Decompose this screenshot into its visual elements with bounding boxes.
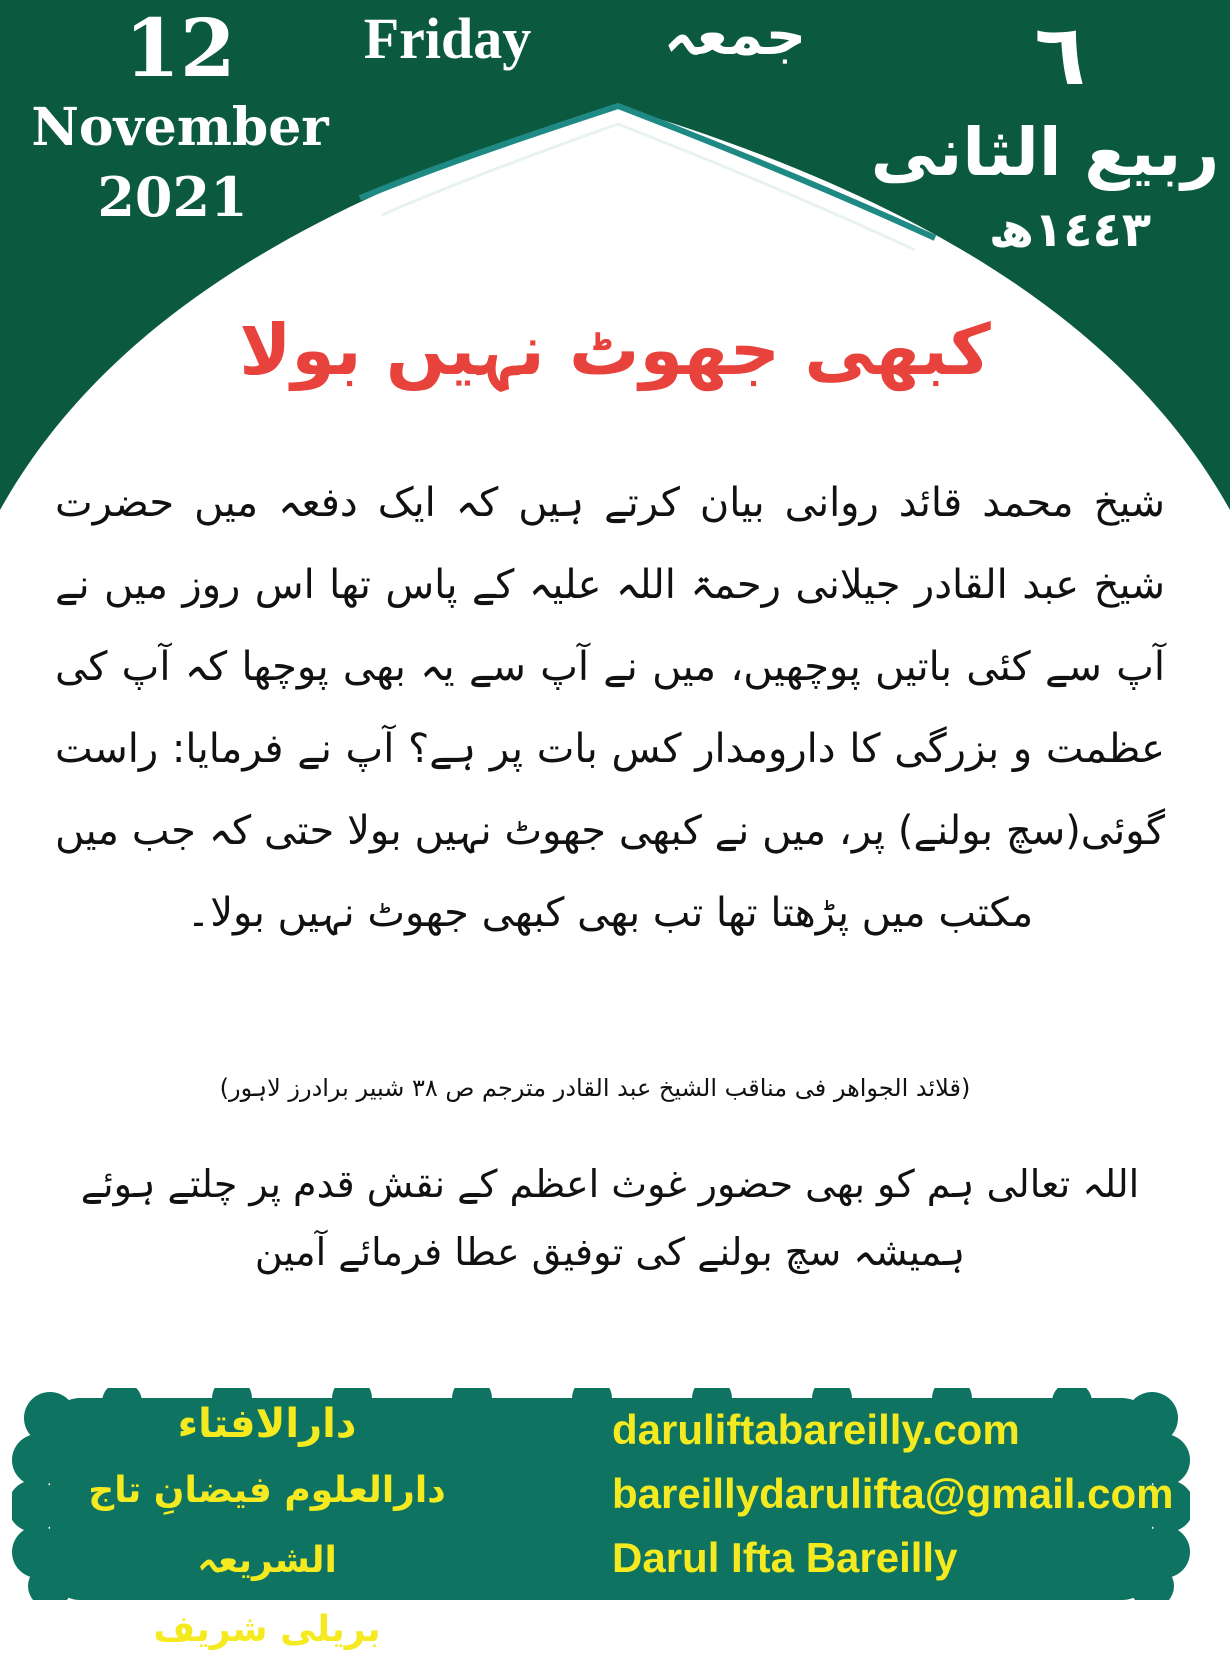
weekday-english: Friday [363, 6, 532, 71]
email-link[interactable]: bareillydarulifta@gmail.com [612, 1470, 1174, 1517]
closing-prayer [80, 1150, 1140, 1286]
article-body: شیخ محمد قائد روانی بیان کرتے ہیں کہ ایک دفعہ میں حضرت شیخ عبد القادر جیلانی رحمۃ اللہ علیہ کے پاس تھا اس روز میں نے آپ سے کئی باتیں پوچھیں، میں نے آپ سے یہ بھی پوچھا کہ آپ کی عظمت و بزرگی کا دارومدار کس بات پر ہے؟ آپ نے فرمایا: راست گوئی(سچ بولنے) پر، میں نے کبھی جھوٹ نہیں بولا حتی کہ جب میں مکتب میں پڑھتا تھا تب بھی کبھی جھوٹ نہیں بولا۔ [55, 480, 1165, 936]
weekday-urdu: جمعہ [663, 3, 807, 68]
hijri-year: ١٤٤٣ھ [988, 202, 1152, 258]
footer-urdu-line-1: دارالافتاء [177, 1401, 357, 1447]
gregorian-year: 2021 [97, 165, 248, 229]
website-link[interactable]: daruliftabareilly.com [612, 1406, 1020, 1453]
footer-urdu-line-3: بریلی شریف [153, 1609, 381, 1650]
prayer-line-1: اللہ تعالی ہم کو بھی حضور غوث اعظم کے نقش قدم پر چلتے ہوئے [80, 1162, 1140, 1206]
source-reference: (قلائد الجواھر فی مناقب الشیخ عبد القادر مترجم ص ٣٨ شبیر برادرز لاہور) [219, 1074, 971, 1102]
gregorian-month: November [31, 97, 329, 158]
organization-name: Darul Ifta Bareilly [612, 1534, 958, 1581]
footer-urdu-line-2: دارالعلوم فیضانِ تاج الشریعہ [88, 1470, 446, 1581]
footer-banner [12, 1388, 1190, 1650]
hijri-day: ٦ [1034, 6, 1086, 104]
prayer-line-2: ہمیشہ سچ بولنے کی توفیق عطا فرمائے آمین [254, 1230, 966, 1274]
footer-contact-block [612, 1398, 1190, 1590]
gregorian-day: 12 [124, 1, 236, 95]
hijri-month: ربیع الثانی [870, 114, 1220, 191]
page-title: کبھی جھوٹ نہیں بولا [239, 309, 991, 391]
footer-urdu-block [32, 1392, 502, 1664]
